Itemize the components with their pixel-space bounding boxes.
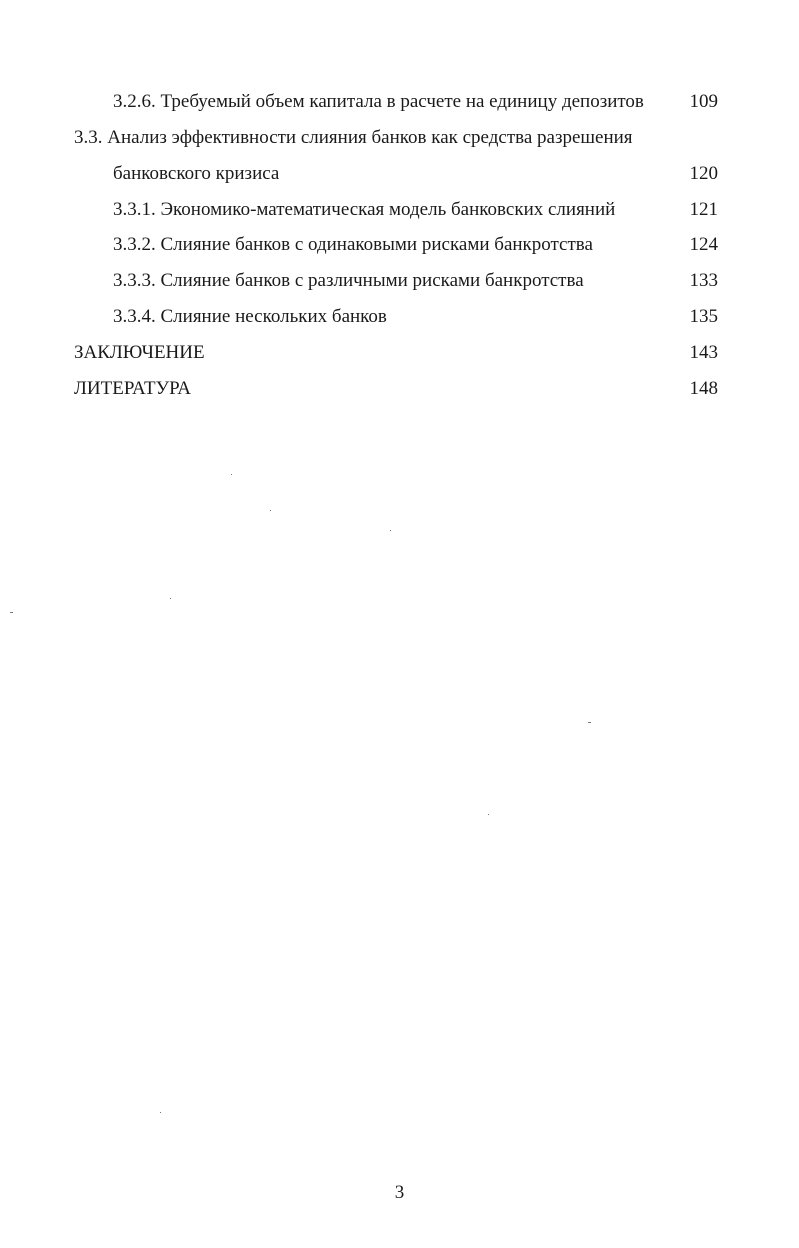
toc-entry-3-3-4 (113, 305, 387, 329)
toc-entry-page: 121 (689, 199, 718, 220)
toc-entry-title: Требуемый объем капитала в расчете на единицу депозитов (160, 91, 644, 112)
toc-entry-number: 3.2.6. (113, 91, 156, 112)
toc-entry-number: 3.3.3. (113, 270, 156, 291)
toc-entry-number: 3.3.1. (113, 199, 156, 220)
toc-entry-title: Слияние нескольких банков (160, 306, 387, 327)
toc-entry-page: 135 (689, 306, 718, 327)
toc-entry-title: Анализ эффективности слияния банков как средства разрешения (107, 127, 633, 148)
toc-entry-title: Экономико-математическая модель банковских слияний (160, 199, 616, 220)
scan-speck (160, 1112, 161, 1113)
scan-speck (231, 474, 232, 475)
toc-entry-3-3 (74, 126, 633, 150)
toc-entry-page: 148 (689, 378, 718, 399)
toc-entry-3-3-2 (113, 233, 593, 257)
toc-entry-page: 120 (689, 163, 718, 184)
toc-entry-page: 109 (689, 91, 718, 112)
scan-speck (10, 612, 13, 613)
toc-entry-page: 124 (689, 234, 718, 255)
scan-speck (390, 530, 391, 531)
toc-entry-3-2-6 (113, 90, 644, 114)
scan-speck (170, 598, 171, 599)
toc-entry-continuation: банковского кризиса (113, 163, 280, 184)
toc-entry-3-3-1 (113, 198, 615, 222)
toc-entry-number: 3.3.4. (113, 306, 156, 327)
page-number: 3 (394, 1182, 405, 1203)
scan-speck (488, 814, 489, 815)
toc-entry-3-3-3 (113, 269, 584, 293)
toc-entry-title: Слияние банков с одинаковыми рисками банкротства (160, 234, 593, 255)
toc-entry-page: 143 (689, 342, 718, 363)
toc-entry-title: Слияние банков с различными рисками банкротства (160, 270, 584, 291)
toc-entry-number: 3.3.2. (113, 234, 156, 255)
toc-entry-conclusion: ЗАКЛЮЧЕНИЕ (74, 342, 205, 363)
toc-entry-number: 3.3. (74, 127, 103, 148)
toc-entry-page: 133 (689, 270, 718, 291)
scan-speck (270, 510, 271, 511)
scan-speck (588, 722, 591, 723)
toc-entry-references: ЛИТЕРАТУРА (74, 378, 191, 399)
